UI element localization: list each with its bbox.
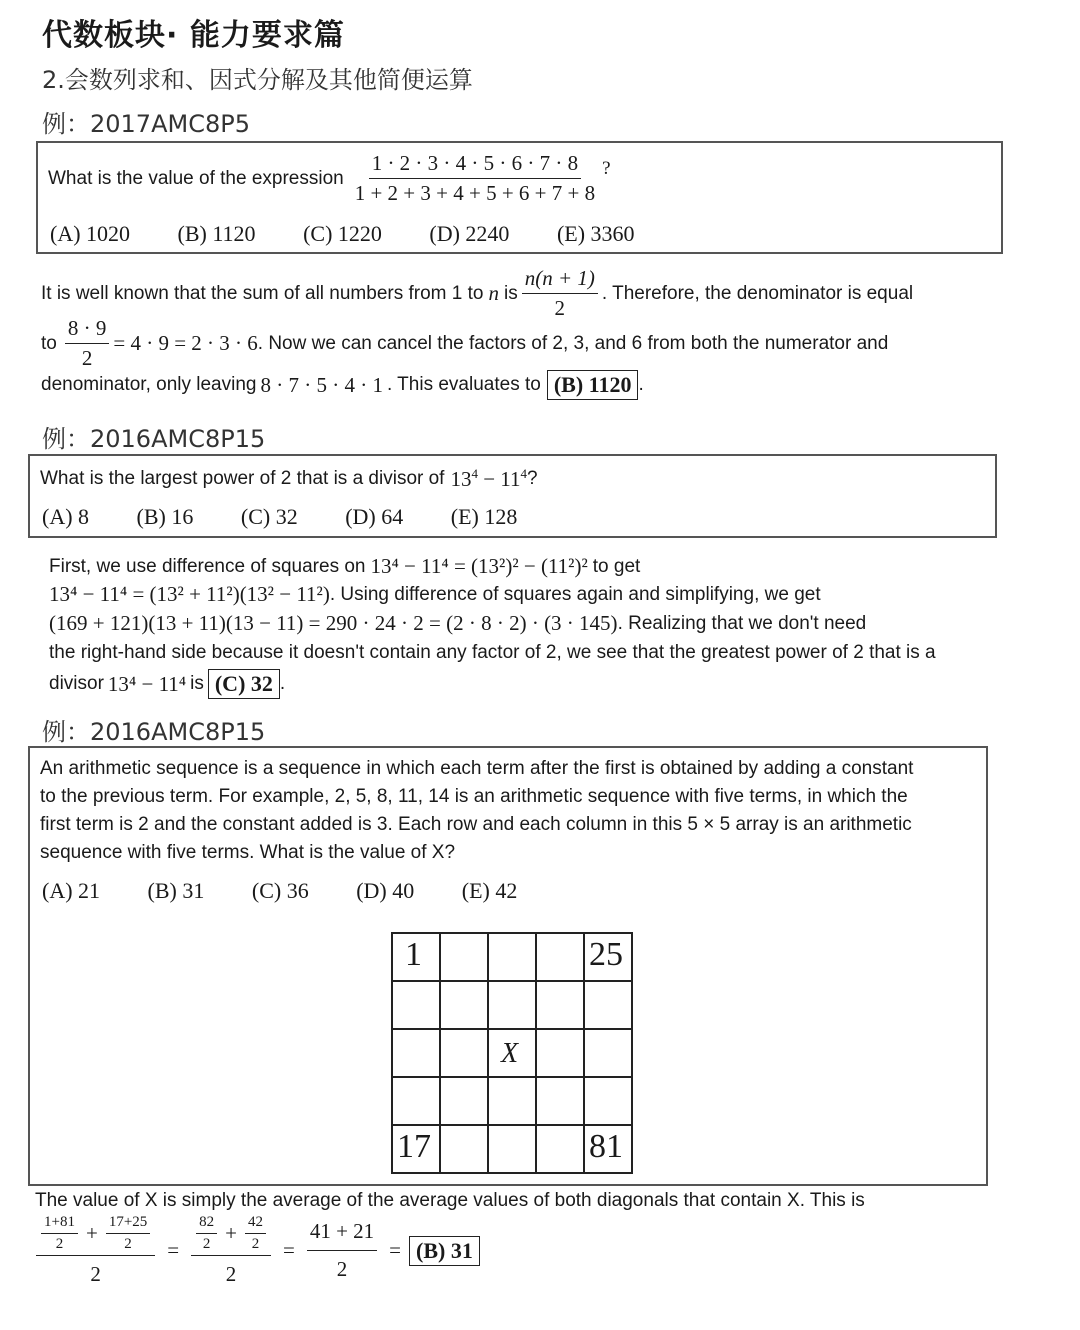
example-label-3: 例：2016AMC8P15 xyxy=(42,718,266,746)
choice-b: (B) 1120 xyxy=(177,221,256,246)
fraction: $\frac{8 \cdot 9}{2}$ xyxy=(65,316,110,371)
choice-c: (C) 1220 xyxy=(303,221,382,246)
choice-c: (C) 32 xyxy=(240,504,298,529)
choice-d: (D) 2240 xyxy=(429,221,510,246)
choice-e: (E) 42 xyxy=(461,878,518,903)
choices-3 xyxy=(42,878,559,904)
solution-1-line-3: denominator, only leaving 8 · 7 · 5 · 4 · 1 . This evaluates to (B) 1120 . xyxy=(41,370,644,400)
fraction-numerator: 1 · 2 · 3 · 4 · 5 · 6 · 7 · 8 xyxy=(369,151,581,179)
choice-e: (E) 3360 xyxy=(556,221,635,246)
choice-d: (D) 64 xyxy=(345,504,404,529)
solution-1-line-1: It is well known that the sum of all numbers from 1 to n is $\frac{n(n + 1)}{2}$ . Therefore, the denominator is equal xyxy=(41,266,914,320)
choice-a: (A) 21 xyxy=(42,878,101,903)
problem-text-line: An arithmetic sequence is a sequence in which each term after the first is obtained by adding a constant xyxy=(40,758,914,779)
solution-3-equation: $\frac{1+81}{2}$ + $\frac{17+25}{2}$ 2 = $\frac{82}{2}$ + $\frac{42}{2}$ 2 = $\frac{41 + 21}{2}$ = (B) 31 xyxy=(36,1214,480,1287)
choice-b: (B) 31 xyxy=(147,878,205,903)
grid-cell-bottom-left: 17 xyxy=(397,1128,431,1165)
choice-b: (B) 16 xyxy=(136,504,194,529)
fraction: $\frac{41 + 21}{2}$ xyxy=(307,1219,377,1282)
expression-fraction xyxy=(352,151,598,206)
answer-box-2: (C) 32 xyxy=(208,669,280,699)
choice-e: (E) 128 xyxy=(450,504,518,529)
fraction: $\frac{n(n + 1)}{2}$ xyxy=(522,266,598,321)
fraction: $\frac{1+81}{2}$ + $\frac{17+25}{2}$ 2 xyxy=(36,1214,155,1287)
question-text: What is the largest power of 2 that is a divisor of xyxy=(40,468,445,489)
problem-box-3 xyxy=(28,746,988,1186)
fraction: $\frac{82}{2}$ + $\frac{42}{2}$ 2 xyxy=(191,1214,271,1287)
choices-2 xyxy=(42,504,559,530)
grid-cell-top-left: 1 xyxy=(405,936,422,973)
answer-box-1: (B) 1120 xyxy=(547,370,639,400)
section-subtitle: 2.会数列求和、因式分解及其他简便运算 xyxy=(42,66,473,94)
solution-2-line-2: 13⁴ − 11⁴ = (13² + 11²)(13² − 11²) . Using difference of squares again and simplifying, we get xyxy=(49,582,821,606)
fraction-denominator: 1 + 2 + 3 + 4 + 5 + 6 + 7 + 8 xyxy=(354,181,596,205)
solution-2-line-3: (169 + 121)(13 + 11)(13 − 11) = 290 · 24 · 2 = (2 · 8 · 2) · (3 · 145) . Realizing that we don't need xyxy=(49,611,867,635)
answer-box-3: (B) 31 xyxy=(409,1236,480,1266)
problem-text-line: sequence with five terms. What is the value of X? xyxy=(40,842,456,863)
solution-1-line-2: to $\frac{8 \cdot 9}{2}$ = 4 · 9 = 2 · 3 · 6 . Now we can cancel the factors of 2, 3, and 6 from both the numerator and xyxy=(41,316,889,370)
solution-2-line-1: First, we use difference of squares on 13⁴ − 11⁴ = (13²)² − (11²)² to get xyxy=(49,554,641,578)
arithmetic-grid xyxy=(391,932,633,1174)
grid-cell-bottom-right: 81 xyxy=(589,1128,623,1165)
solution-2-line-4: the right-hand side because it doesn't contain any factor of 2, we see that the greatest power of 2 that is a xyxy=(49,642,936,663)
problem-box-1 xyxy=(36,141,1003,254)
math-expression: $13^4 - 11^4$ xyxy=(450,466,528,491)
solution-2-line-5: divisor 13⁴ − 11⁴ is (C) 32 . xyxy=(49,669,285,699)
choice-a: (A) 8 xyxy=(42,504,90,529)
example-label-2: 例：2016AMC8P15 xyxy=(42,425,266,453)
choices-1 xyxy=(50,221,677,247)
page-title: 代数板块· 能力要求篇 xyxy=(42,18,345,53)
question-text: What is the value of the expression xyxy=(48,167,344,189)
solution-3-line-1: The value of X is simply the average of the average values of both diagonals that contain X. This is xyxy=(35,1190,865,1211)
grid-cell-top-right: 25 xyxy=(589,936,623,973)
problem-text-line: first term is 2 and the constant added is 3. Each row and each column in this 5 × 5 array is an arithmetic xyxy=(40,814,912,835)
example-label-1: 例：2017AMC8P5 xyxy=(42,110,250,138)
choice-a: (A) 1020 xyxy=(50,221,131,246)
question-mark: ? xyxy=(602,157,611,179)
problem-text-line: to the previous term. For example, 2, 5, 8, 11, 14 is an arithmetic sequence with five terms, in which the xyxy=(40,786,908,807)
choice-d: (D) 40 xyxy=(356,878,415,903)
grid-cell-center-x: X xyxy=(501,1038,519,1069)
choice-c: (C) 36 xyxy=(251,878,309,903)
problem-box-2: What is the largest power of 2 that is a divisor of $13^4 - 11^4$ ? (A) 8 (B) 16 (C) 32 (D) 64 (E) 128 xyxy=(28,454,997,538)
